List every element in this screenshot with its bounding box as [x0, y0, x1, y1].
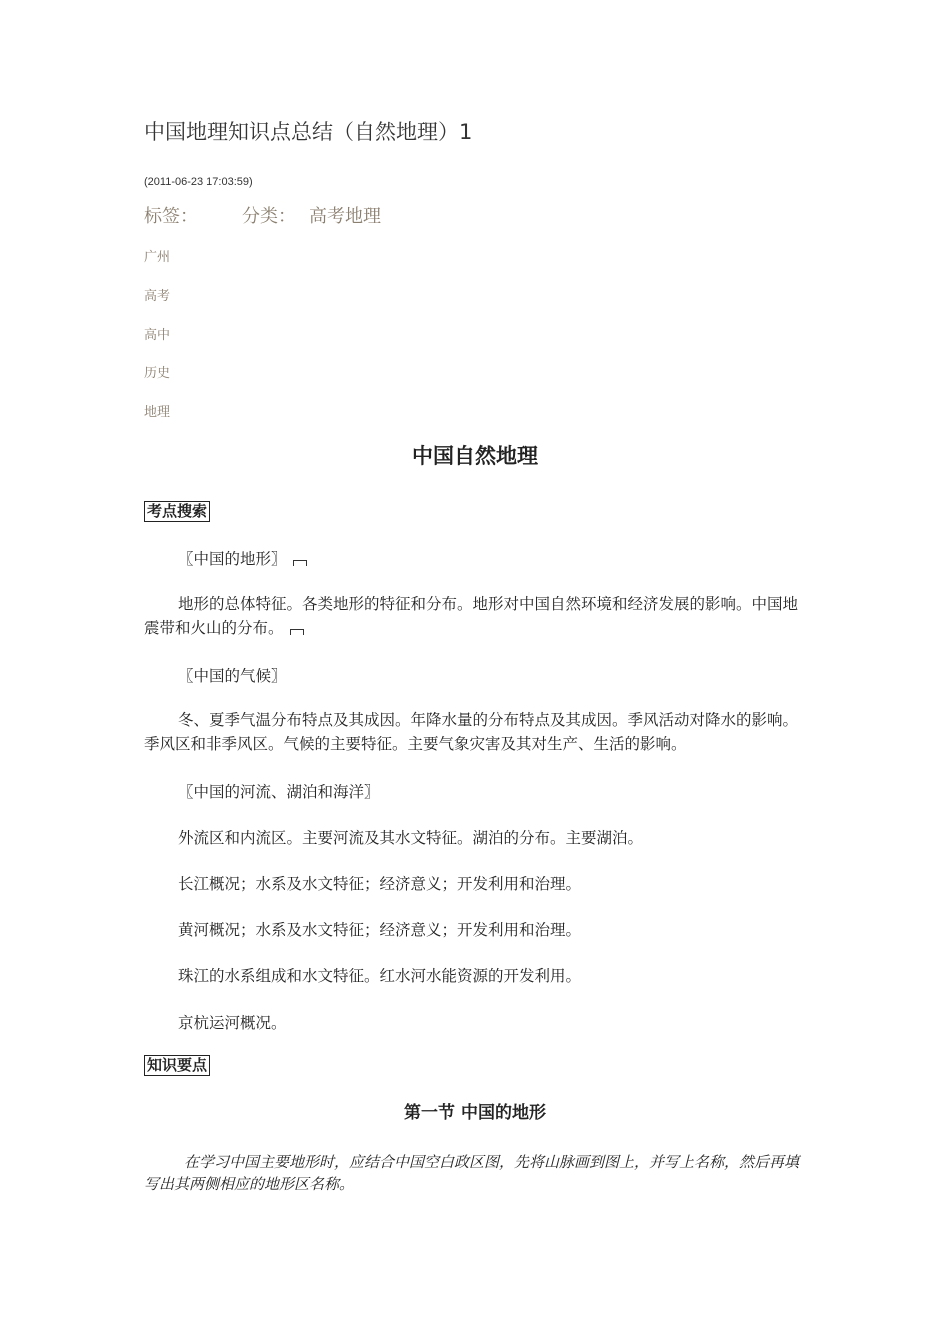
- tags-label: 标签：: [144, 206, 198, 227]
- section-heading: 第一节 中国的地形: [404, 1103, 546, 1123]
- tag-link[interactable]: 历史: [144, 366, 171, 381]
- paragraph-terrain-text: 地形的总体特征。各类地形的特征和分布。地形对中国自然环境和经济发展的影响。中国地震带和火山的分布。: [144, 595, 799, 637]
- post-title: 中国地理知识点总结（自然地理）1: [144, 120, 473, 144]
- subheading-rivers: 〖中国的河流、湖泊和海洋〗: [178, 783, 380, 801]
- paragraph-climate: 冬、夏季气温分布特点及其成因。年降水量的分布特点及其成因。季风活动对降水的影响。季风区和非季风区。气候的主要特征。主要气象灾害及其对生产、生活的影响。: [144, 711, 799, 753]
- rivers-line: 外流区和内流区。主要河流及其水文特征。湖泊的分布。主要湖泊。: [178, 829, 644, 847]
- section-label-key-points: 知识要点: [144, 1055, 210, 1076]
- subheading-climate: 〖中国的气候〗: [178, 667, 287, 685]
- tag-link[interactable]: 高中: [144, 328, 171, 343]
- rivers-line: 长江概况；水系及水文特征；经济意义；开发利用和治理。: [178, 875, 582, 893]
- rivers-line: 珠江的水系组成和水文特征。红水河水能资源的开发利用。: [178, 967, 582, 985]
- bracket-mark-icon: [293, 560, 307, 566]
- rivers-line: 京杭运河概况。: [178, 1014, 287, 1032]
- paragraph-terrain: [144, 592, 804, 640]
- post-date: (2011-06-23 17:03:59): [144, 176, 253, 188]
- category-label: 分类：: [242, 206, 296, 227]
- subheading-terrain: [178, 547, 307, 569]
- rivers-line: 黄河概况；水系及水文特征；经济意义；开发利用和治理。: [178, 921, 582, 939]
- subheading-terrain-text: 〖中国的地形〗: [178, 550, 287, 568]
- bracket-mark-icon: [290, 629, 304, 635]
- category-link[interactable]: 高考地理: [309, 206, 381, 227]
- tag-link[interactable]: 广州: [144, 250, 171, 265]
- intro-paragraph: 在学习中国主要地形时，应结合中国空白政区图，先将山脉画到图上，并写上名称，然后再填写出其两侧相应的地形区名称。: [144, 1153, 800, 1193]
- tag-link[interactable]: 地理: [144, 405, 171, 420]
- section-label-exam-points: 考点搜索: [144, 501, 210, 522]
- tag-link[interactable]: 高考: [144, 289, 171, 304]
- main-heading: 中国自然地理: [412, 444, 538, 468]
